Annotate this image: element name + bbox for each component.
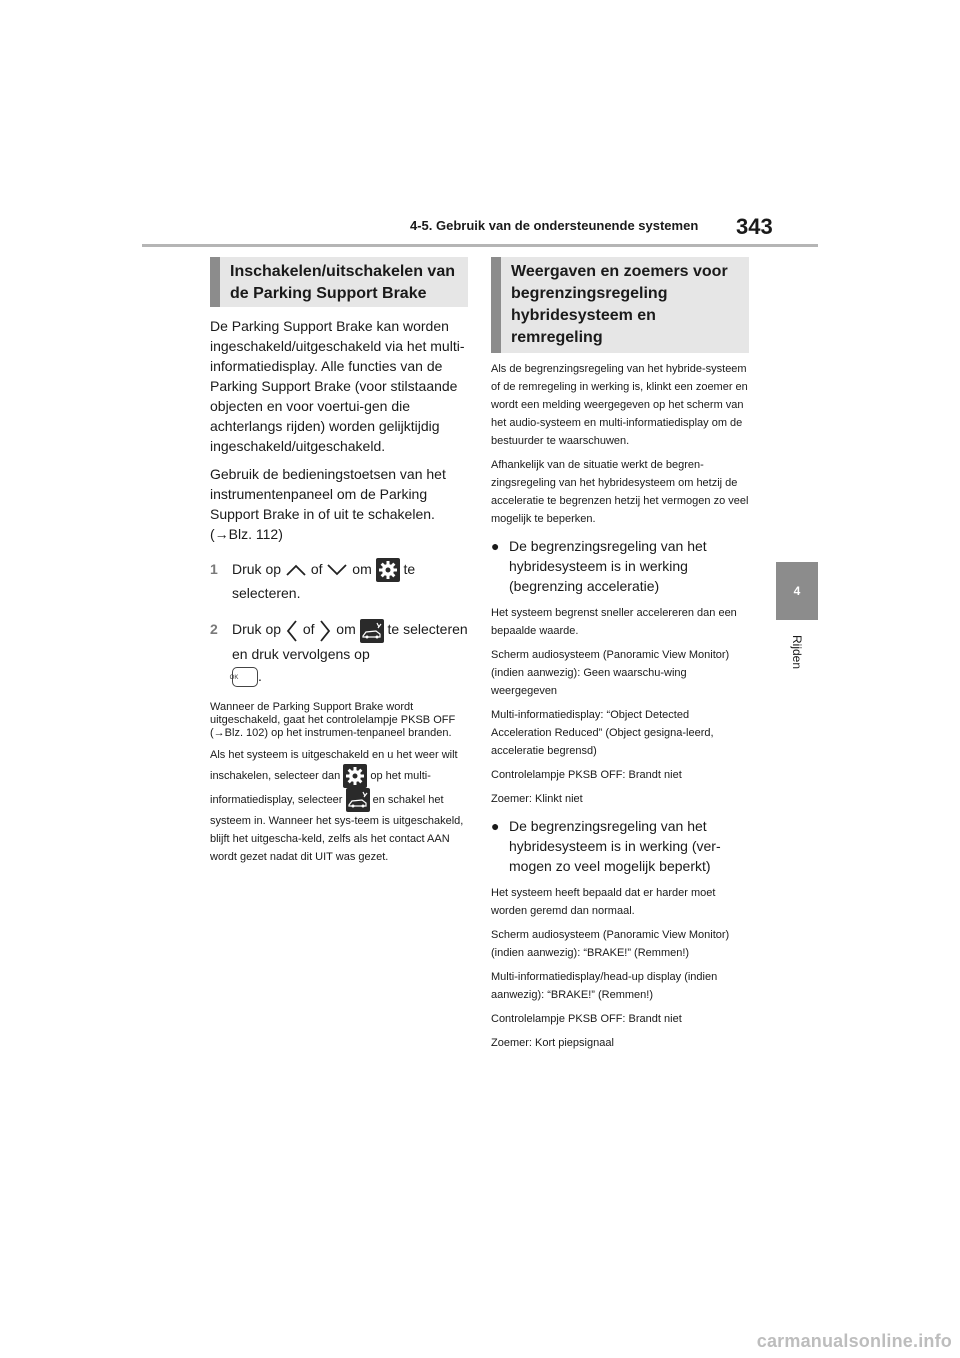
step-1-text-a: Druk op [232, 561, 282, 577]
bullet-2-title [491, 816, 749, 876]
bullet-2-line: Scherm audiosysteem (Panoramic View Monitor) (indien aanwezig): “BRAKE!” (Remmen!) [491, 929, 730, 959]
left-note-2-c: en schakel het systeem in. Wanneer het sys-teem is uitgeschakeld, blijft het uitgescha-keld, zelfs als het contact AAN wordt gezet nadat dit UIT was gezet. [210, 793, 464, 863]
ok-button-icon: OK [232, 667, 258, 687]
bullet-2-title-text: De begrenzingsregeling van het hybridesysteem is in werking (ver-mogen zo veel mogelijk beperkt) [509, 818, 721, 874]
chapter-label [775, 630, 819, 674]
left-note-1: Wanneer de Parking Support Brake wordt uitgeschakeld, gaat het controlelampje PKSB OFF (→Blz. 102) op het instrumen-tenpaneel branden. [210, 700, 456, 739]
step-1-text-c: om [352, 561, 372, 577]
left-section-heading: Inschakelen/uitschakelen van de Parking Support Brake [210, 257, 468, 307]
gear-icon [343, 764, 367, 788]
step-2-text-c: om [336, 621, 356, 638]
parking-brake-icon [360, 619, 384, 643]
left-paragraph-2: Gebruik de bedieningstoetsen van het instrumentenpaneel om de Parking Support Brake in of uit te schakelen. (→Blz. 112) [210, 466, 446, 542]
header-title: 4-5. Gebruik van de ondersteunende systemen [410, 218, 699, 233]
left-column [210, 316, 468, 872]
step-1 [210, 558, 468, 604]
bullet-icon: ● [491, 538, 500, 554]
bullet-1-line: Multi-informatiedisplay: “Object Detected Acceleration Reduced” (Object gesigna-leerd, acceleratie begrensd) [491, 709, 714, 757]
step-2-text-e: . [258, 667, 262, 684]
header-rule [142, 244, 818, 247]
chevron-right-icon [318, 619, 332, 643]
left-paragraph-1: De Parking Support Brake kan worden ingeschakeld/uitgeschakeld via het multi-informatiedisplay. Alle functies van de Parking Support Brake (voor stilstaande objecten en voor voertui-gen die achterlangs rijden) worden gelijktijdig ingeschakeld/uitgeschakeld. [210, 318, 465, 454]
bullet-2-line: Zoemer: Kort piepsignaal [491, 1037, 614, 1049]
bullet-2-line: Multi-informatiedisplay/head-up display (indien aanwezig): “BRAKE!” (Remmen!) [491, 971, 718, 1001]
step-2-text-a: Druk op [232, 621, 282, 638]
chapter-label-text: Rijden [790, 634, 804, 670]
step-2 [210, 618, 468, 687]
right-section-heading: Weergaven en zoemers voor begrenzingsregeling hybridesysteem en remregeling [491, 257, 749, 353]
bullet-2-line: Het systeem heeft bepaald dat er harder moet worden geremd dan normaal. [491, 887, 716, 917]
bullet-1-line: Controlelampje PKSB OFF: Brandt niet [491, 769, 682, 781]
right-paragraph-1: Als de begrenzingsregeling van het hybride-systeem of de remregeling in werking is, klinkt een zoemer en wordt een melding weergegeven op het scherm van het audio-systeem en multi-informatiedisplay om de bestuurder te waarschuwen. [491, 363, 748, 447]
bullet-1-title-text: De begrenzingsregeling van het hybridesysteem is in werking (begrenzing acceleratie) [509, 538, 707, 594]
left-note-2 [210, 746, 468, 866]
step-1-text-b: of [310, 561, 323, 577]
step-2-text-d: te selecteren en druk vervolgens op [232, 621, 468, 662]
bullet-1-title [491, 536, 749, 596]
footer-watermark: carmanualsonline.info [756, 1331, 952, 1351]
step-2-number: 2 [210, 621, 218, 638]
right-column [491, 360, 749, 1058]
gear-icon [376, 558, 400, 582]
step-2-text-b: of [302, 621, 315, 638]
left-note-2-b: op het multi-informatiedisplay, selecteer [210, 769, 431, 806]
bullet-1-line: Zoemer: Klinkt niet [491, 793, 583, 805]
step-1-number: 1 [210, 561, 218, 577]
bullet-icon: ● [491, 818, 500, 834]
chevron-down-icon [326, 563, 348, 577]
chapter-tab: 4 [776, 562, 818, 620]
chevron-left-icon [285, 619, 299, 643]
page-number: 343 [736, 214, 773, 239]
bullet-1-line: Het systeem begrenst sneller accelereren dan een bepaalde waarde. [491, 607, 737, 637]
chevron-up-icon [285, 563, 307, 577]
right-paragraph-2: Afhankelijk van de situatie werkt de begren-zingsregeling van het hybridesysteem om hetzij de acceleratie te begrenzen hetzij het vermogen zo veel mogelijk te beperken. [491, 459, 749, 525]
parking-brake-icon [346, 788, 370, 812]
bullet-1-line: Scherm audiosysteem (Panoramic View Monitor) (indien aanwezig): Geen waarschu-wing weergegeven [491, 649, 730, 697]
step-1-text-d: te selecteren. [232, 561, 416, 602]
bullet-2-line: Controlelampje PKSB OFF: Brandt niet [491, 1013, 682, 1025]
left-note-2-a: Als het systeem is uitgeschakeld en u het weer wilt inschakelen, selecteer dan [210, 748, 458, 782]
